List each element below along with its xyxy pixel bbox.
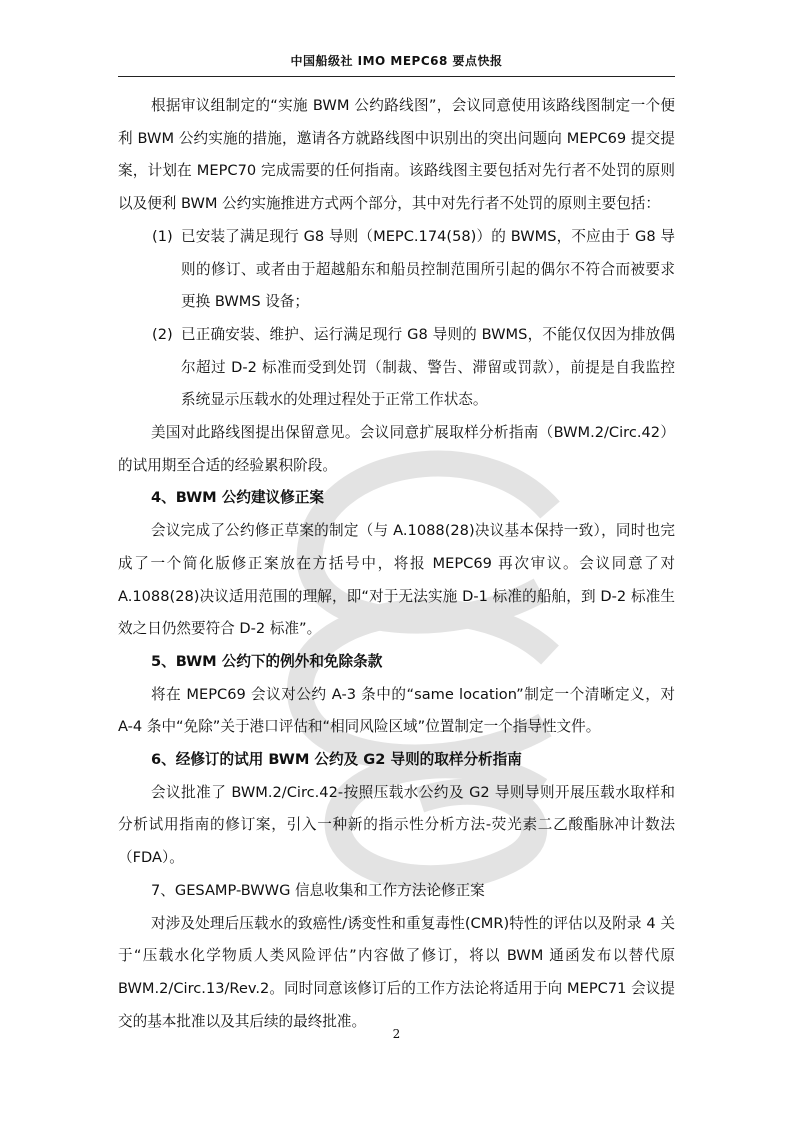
paragraph-roadmap: 根据审议组制定的“实施 BWM 公约路线图”，会议同意使用该路线图制定一个便利 BWM 公约实施的措施，邀请各方就路线图中识别出的突出问题向 MEPC69 提交提案，计划在 MEPC70 完成需要的任何指南。该路线图主要包括对先行者不处罚的原则以及便利 BWM 公约实施推进方式两个部分，其中对先行者不处罚的原则主要包括： xyxy=(118,97,675,213)
section-heading-7: 7、GESAMP-BWWG 信息收集和工作方法论修正案 xyxy=(151,881,485,899)
paragraph-us-reservation: 美国对此路线图提出保留意见。会议同意扩展取样分析指南（BWM.2/Circ.42）的试用期至合适的经验累积阶段。 xyxy=(118,424,675,474)
page-number: 2 xyxy=(392,1027,401,1041)
paragraph-sampling-guidance: 会议批准了 BWM.2/Circ.42-按照压载水公约及 G2 导则导则开展压载水取样和分析试用指南的修订案，引入一种新的指示性分析方法-荧光素二乙酸酯脉冲计数法（FDA）。 xyxy=(118,783,675,867)
paragraph-amendments: 会议完成了公约修正草案的制定（与 A.1088(28)决议基本保持一致），同时也完成了一个简化版修正案放在方括号中，将报 MEPC69 再次审议。会议同意了对 A.1088(28)决议适用范围的理解，即“对于无法实施 D-1 标准的船舶，到 D-2 标准生效之日仍然要符合 D-2 标准”。 xyxy=(118,522,675,638)
section-heading-6: 6、经修订的试用 BWM 公约及 G2 导则的取样分析指南 xyxy=(151,751,522,769)
list-item xyxy=(118,221,675,319)
section-heading-5: 5、BWM 公约下的例外和免除条款 xyxy=(151,652,383,670)
page-header: 中国船级社 IMO MEPC68 要点快报 xyxy=(290,54,503,68)
list-item-text: 已安装了满足现行 G8 导则（MEPC.174(58)）的 BWMS，不应由于 G8 导则的修订、或者由于超越船东和船员控制范围所引起的偶尔不符合而被要求更换 BWMS 设备； xyxy=(181,227,675,311)
list-number: (2) xyxy=(152,325,173,343)
paragraph-gesamp: 对涉及处理后压载水的致癌性/诱变性和重复毒性(CMR)特性的评估以及附录 4 关于“压载水化学物质人类风险评估”内容做了修订，将以 BWM 通函发布以替代原 BWM.2/Circ.13/Rev.2。同时同意该修订后的工作方法论将适用于向 MEPC71 会议提交的基本批准以及其后续的最终批准。 xyxy=(118,914,675,1030)
list-item xyxy=(118,319,675,417)
header-divider xyxy=(118,76,675,77)
document-body xyxy=(118,90,675,1038)
section-heading-4: 4、BWM 公约建议修正案 xyxy=(151,489,324,507)
list-item-text: 已正确安装、维护、运行满足现行 G8 导则的 BWMS，不能仅仅因为排放偶尔超过 D-2 标准而受到处罚（制裁、警告、滞留或罚款），前提是自我监控系统显示压载水的处理过程处于正常工作状态。 xyxy=(181,325,675,409)
paragraph-exemptions: 将在 MEPC69 会议对公约 A-3 条中的“same location”制定一个清晰定义，对 A-4 条中“免除”关于港口评估和“相同风险区域”位置制定一个指导性文件。 xyxy=(118,685,675,736)
list-number: (1) xyxy=(152,227,173,245)
